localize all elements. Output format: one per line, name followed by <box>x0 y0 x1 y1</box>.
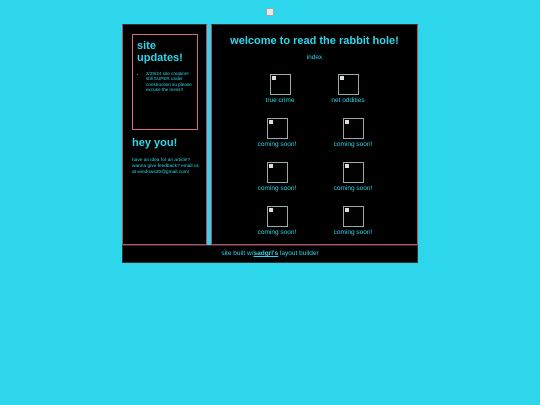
footer-suffix: layout builder <box>278 250 319 257</box>
updates-title: site updates! <box>137 40 183 64</box>
link-true-crime[interactable] <box>250 74 310 104</box>
main-panel <box>211 24 418 245</box>
link-label: coming soon! <box>257 229 297 236</box>
thumbnail-image <box>343 118 364 139</box>
hey-title: hey you! <box>132 137 178 149</box>
thumbnail-image <box>343 162 364 183</box>
thumbnail-image <box>267 206 288 227</box>
footer-prefix: site built w/ <box>221 250 254 257</box>
sidebar <box>122 24 207 245</box>
link-coming-soon[interactable] <box>323 206 383 236</box>
thumbnail-image <box>270 74 291 95</box>
update-item: • 3/29/24 site creation! still SUPER under construction so please excuse the mess!! <box>146 71 193 93</box>
hey-text: have an idea for an article? wanna give feedback? email us at windows20@gmail.com! <box>132 158 199 175</box>
link-net-oddities[interactable] <box>318 74 378 104</box>
link-label: coming soon! <box>257 141 297 148</box>
page-title: welcome to read the rabbit hole! <box>230 35 399 47</box>
link-label: net oddities <box>331 97 365 104</box>
updates-box <box>132 34 198 130</box>
link-label: coming soon! <box>333 229 373 236</box>
header-image <box>266 8 274 16</box>
link-coming-soon[interactable] <box>323 118 383 148</box>
link-coming-soon[interactable] <box>247 118 307 148</box>
index-label: index <box>306 54 323 61</box>
link-label: coming soon! <box>333 141 373 148</box>
link-coming-soon[interactable] <box>323 162 383 192</box>
thumbnail-image <box>338 74 359 95</box>
link-label: true crime <box>265 97 295 104</box>
updates-list <box>137 71 193 93</box>
footer <box>122 245 418 263</box>
link-label: coming soon! <box>333 185 373 192</box>
thumbnail-image <box>267 162 288 183</box>
link-coming-soon[interactable] <box>247 162 307 192</box>
link-coming-soon[interactable] <box>247 206 307 236</box>
thumbnail-image <box>267 118 288 139</box>
footer-credit-link[interactable]: sadgrl's <box>253 250 279 257</box>
thumbnail-image <box>343 206 364 227</box>
layout-container <box>122 24 418 245</box>
link-label: coming soon! <box>257 185 297 192</box>
